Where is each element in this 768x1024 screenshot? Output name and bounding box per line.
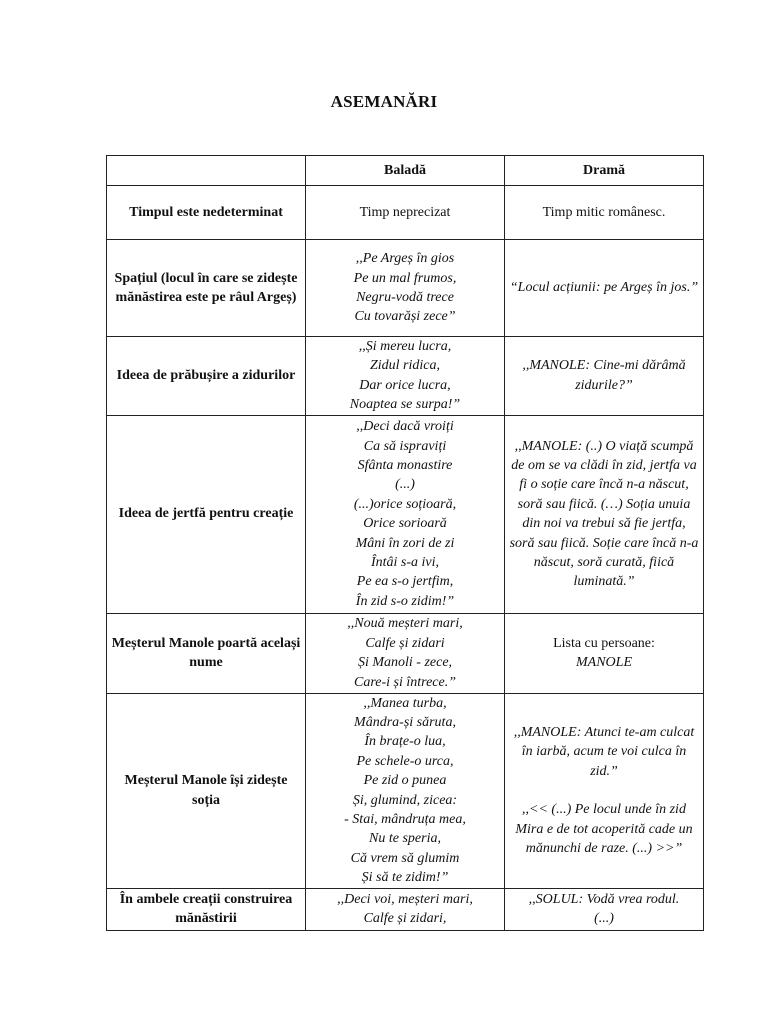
- row-label: Meșterul Manole își zidește soția: [107, 693, 306, 888]
- table-row: [107, 337, 704, 416]
- drama-cell: [505, 240, 704, 337]
- balada-cell: [306, 337, 505, 416]
- table-row: [107, 888, 704, 930]
- row-label: Spațiul (locul în care se zidește mănăstirea este pe râul Argeș): [107, 240, 306, 337]
- balada-cell: [306, 186, 505, 240]
- page-title: ASEMANĂRI: [330, 92, 438, 111]
- balada-line: Timp neprecizat: [359, 204, 451, 220]
- drama-line: (...): [594, 911, 614, 927]
- balada-cell: [306, 240, 505, 337]
- balada-line: Dar orice lucra,: [359, 377, 451, 393]
- drama-cell: [505, 693, 704, 888]
- header-balada: Baladă: [306, 156, 505, 186]
- row-label: Meșterul Manole poartă același nume: [107, 613, 306, 693]
- balada-line: ,,Pe Argeș în gios: [355, 251, 455, 267]
- row-label: În ambele creații construirea mănăstirii: [107, 888, 306, 930]
- row-label: Ideea de prăbușire a zidurilor: [107, 337, 306, 416]
- drama-line: ,,MANOLE: Cine-mi dărâmă zidurile?”: [522, 358, 686, 393]
- drama-line: Timp mitic românesc.: [542, 204, 666, 220]
- drama-cell: [505, 415, 704, 613]
- balada-line: Noaptea se surpa!”: [349, 397, 461, 413]
- balada-line: Și să te zidim!”: [361, 870, 449, 886]
- balada-line: Și Manoli - zece,: [357, 655, 453, 671]
- balada-line: Ca să ispraviți: [363, 438, 447, 454]
- drama-cell: [505, 888, 704, 930]
- balada-line: În brațe-o lua,: [364, 734, 446, 750]
- balada-cell: [306, 693, 505, 888]
- balada-line: Cu tovarăși zece”: [354, 309, 456, 325]
- balada-line: (...)orice soțioară,: [353, 496, 457, 512]
- table-row: [107, 693, 704, 888]
- drama-line: ,,SOLUL: Vodă vrea rodul.: [528, 891, 680, 907]
- balada-line: Și, glumind, zicea:: [352, 792, 458, 808]
- balada-line: Pe zid o punea: [363, 773, 447, 789]
- balada-line: Mâni în zori de zi: [355, 535, 455, 551]
- drama-line: ,,MANOLE: Atunci te-am culcat în iarbă, acum te voi culca în zid.”: [513, 724, 695, 779]
- balada-line: În zid s-o zidim!”: [355, 593, 455, 609]
- comparison-table: [106, 155, 704, 931]
- drama-line: ,,MANOLE: (..) O viață scumpă de om se va clădi în zid, jertfa va fi o soție care încă n-a născut, soră sau fiică. (…) Soția unuia din noi va trebui să fie jertfa, soră sau fiică. Soție care încă n-a născut, soră curată, fiică luminată.”: [509, 438, 699, 590]
- balada-line: ,,Și mereu lucra,: [358, 339, 452, 354]
- table-row: [107, 186, 704, 240]
- balada-line: Că vrem să glumim: [350, 850, 460, 866]
- header-empty: [107, 156, 306, 186]
- row-label: Timpul este nedeterminat: [107, 186, 306, 240]
- balada-cell: [306, 613, 505, 693]
- row-label: Ideea de jertfă pentru creație: [107, 415, 306, 613]
- balada-line: Zidul ridica,: [369, 358, 440, 374]
- table-header-row: [107, 156, 704, 186]
- balada-line: Nu te speria,: [369, 831, 441, 847]
- drama-line: MANOLE: [576, 655, 632, 671]
- balada-line: Sfânta monastire: [357, 457, 453, 473]
- balada-line: Pe schele-o urca,: [356, 753, 454, 769]
- drama-line: Lista cu persoane:: [553, 635, 655, 651]
- table-row: [107, 613, 704, 693]
- balada-line: ,,Deci dacă vroiți: [356, 419, 454, 435]
- balada-line: Pe un mal frumos,: [353, 270, 457, 286]
- drama-line: ,,<< (...) Pe locul unde în zid Mira e de tot acoperită cade un mănunchi de raze. (...) >>”: [515, 802, 693, 856]
- balada-line: - Stai, mândruța mea,: [344, 812, 466, 828]
- balada-line: Calfe și zidari,: [363, 911, 447, 927]
- balada-line: Negru-vodă trece: [356, 290, 454, 305]
- table-row: [107, 415, 704, 613]
- balada-cell: [306, 415, 505, 613]
- table-row: [107, 240, 704, 337]
- balada-line: Mândra-și săruta,: [354, 715, 456, 731]
- drama-line: “Locul acțiunii: pe Argeș în jos.”: [509, 280, 699, 296]
- balada-line: ,,Nouă meșteri mari,: [347, 616, 463, 632]
- balada-line: Pe ea s-o jertfim,: [356, 574, 454, 590]
- drama-cell: [505, 337, 704, 416]
- balada-line: Orice sorioară: [363, 516, 447, 532]
- balada-cell: [306, 888, 505, 930]
- header-drama: Dramă: [505, 156, 704, 186]
- balada-line: (...): [395, 477, 415, 493]
- balada-line: ,,Deci voi, meșteri mari,: [337, 891, 473, 907]
- balada-line: Care-i și întrece.”: [353, 674, 456, 690]
- balada-line: Întâi s-a ivi,: [370, 554, 440, 570]
- drama-cell: [505, 613, 704, 693]
- drama-cell: [505, 186, 704, 240]
- balada-line: Calfe și zidari: [365, 635, 445, 651]
- balada-line: ,,Manea turba,: [363, 695, 447, 711]
